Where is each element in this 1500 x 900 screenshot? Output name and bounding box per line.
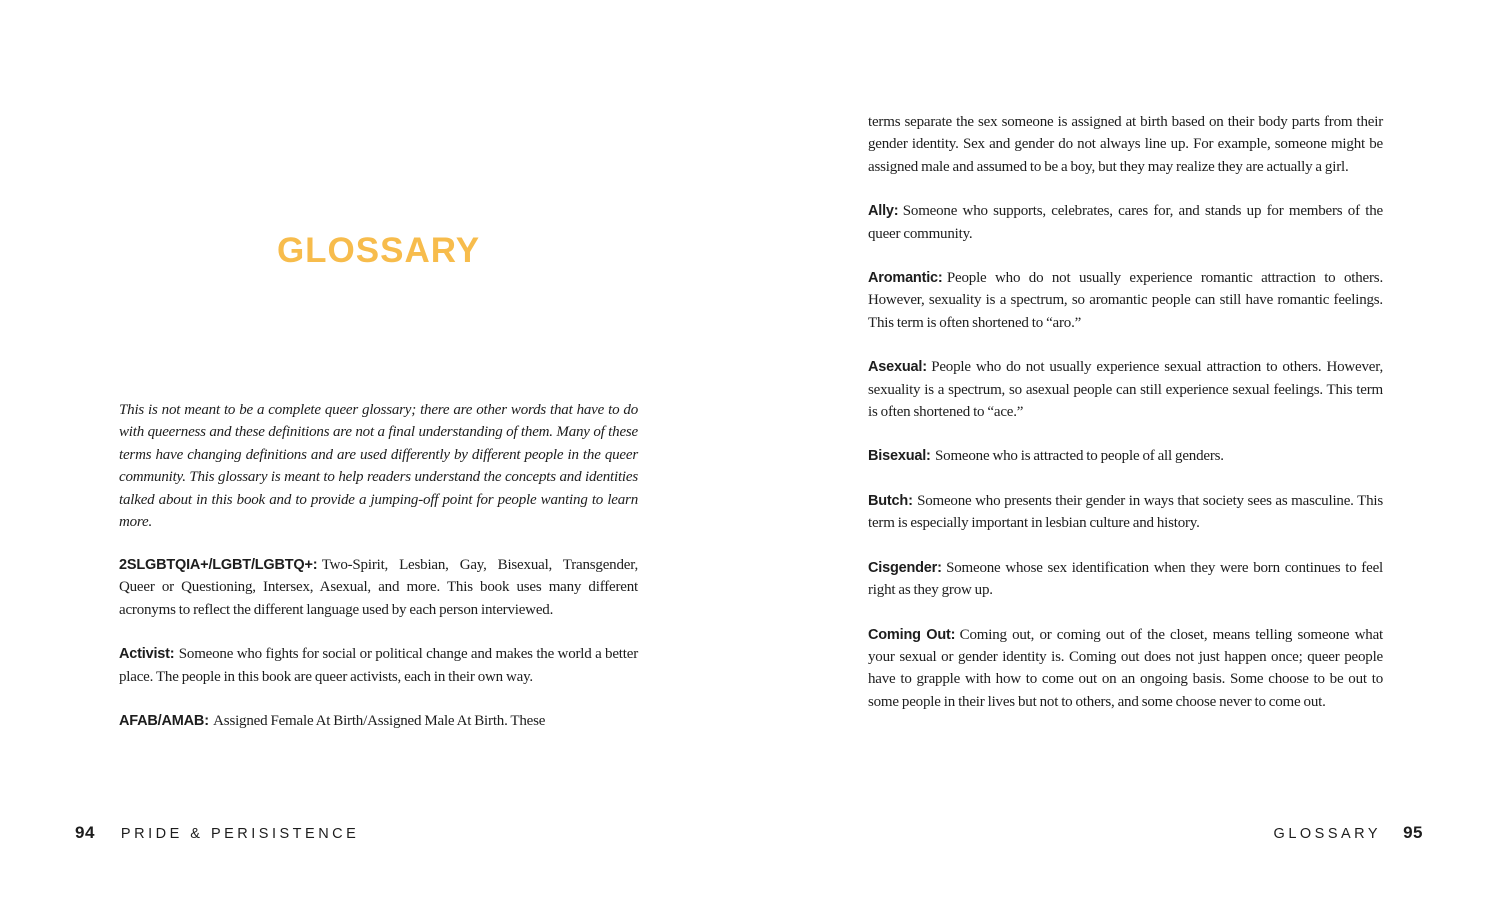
glossary-entry-asexual xyxy=(868,356,1383,423)
right-page-footer xyxy=(1274,823,1423,843)
term-label: Butch: xyxy=(868,492,913,509)
running-head-left: PRIDE & PERISISTENCE xyxy=(120,826,360,842)
term-label: Cisgender: xyxy=(868,559,942,576)
term-label: Asexual: xyxy=(868,359,927,376)
term-definition: Two-Spirit, Lesbian, Gay, Bisexual, Transgender, Queer or Questioning, Intersex, Asexual, and more. This book uses many different acronyms to reflect the different language used by each person interviewed. xyxy=(119,557,638,618)
term-label: 2SLGBTQIA+/LGBT/LGBTQ+: xyxy=(119,557,318,573)
glossary-title: GLOSSARY xyxy=(276,231,481,270)
left-page-footer xyxy=(75,823,359,843)
glossary-entry-aromantic xyxy=(868,267,1383,334)
term-definition: Someone who fights for social or political change and makes the world a better place. The people in this book are queer activists, each in their own way. xyxy=(119,646,638,685)
glossary-entry-butch xyxy=(868,490,1383,535)
term-definition: People who do not usually experience romantic attraction to others. However, sexuality is a spectrum, so aromantic people can still have romantic feelings. This term is often shortened to “aro.” xyxy=(868,270,1383,331)
term-definition: People who do not usually experience sexual attraction to others. However, sexuality is a spectrum, so asexual people can still experience sexual feelings. This term is often shortened to “ace.” xyxy=(868,359,1383,421)
glossary-entry-cisgender xyxy=(868,557,1383,602)
running-head-right: GLOSSARY xyxy=(1273,826,1382,842)
glossary-entry-coming-out xyxy=(868,624,1383,714)
term-definition: Coming out, or coming out of the closet, means telling someone what your sexual or gender identity is. Coming out does not just happen once; queer people have to grapple with how to come out on an ongoing basis. Some choose to be out to some people in their lives but not to others, and some choose never to come out. xyxy=(868,626,1383,710)
term-label: AFAB/AMAB: xyxy=(119,713,209,730)
glossary-entry-bisexual xyxy=(868,445,1383,467)
term-label: Activist: xyxy=(119,646,175,663)
term-definition: Someone who presents their gender in ways that society sees as masculine. This term is especially important in lesbian culture and history. xyxy=(868,492,1383,532)
page-number-left: 94 xyxy=(75,823,95,842)
glossary-entry-activist xyxy=(119,643,638,688)
term-label: Bisexual: xyxy=(868,448,931,465)
term-label: Coming Out: xyxy=(868,626,956,643)
term-definition: Someone whose sex identification when they were born continues to feel right as they grow up. xyxy=(868,559,1383,599)
term-label: Ally: xyxy=(868,203,899,220)
term-definition: Assigned Female At Birth/Assigned Male At Birth. These xyxy=(213,713,546,730)
page-number-right: 95 xyxy=(1403,823,1423,842)
afab-amab-continuation: terms separate the sex someone is assigned at birth based on their body parts from their gender identity. Sex and gender do not always line up. For example, someone might be assigned male and assumed to be a boy, but they may realize they are actually a girl. xyxy=(868,114,1383,175)
term-definition: Someone who supports, celebrates, cares for, and stands up for members of the queer community. xyxy=(868,203,1383,242)
glossary-entry-ally xyxy=(868,200,1383,245)
glossary-entry-2slgbtqia xyxy=(119,554,638,621)
term-definition: Someone who is attracted to people of all genders. xyxy=(935,448,1224,465)
glossary-entries-left xyxy=(119,554,638,732)
term-label: Aromantic: xyxy=(868,270,943,287)
glossary-entry-afab-amab xyxy=(119,710,638,732)
glossary-entries-right xyxy=(868,111,1383,713)
glossary-intro: This is not meant to be a complete queer glossary; there are other words that have to do with queerness and these definitions are not a final understanding of them. Many of these terms have changing definitions and are used differently by different people in the queer community. This glossary is meant to help readers understand the concepts and identities talked about in this book and to provide a jumping-off point for people wanting to learn more. xyxy=(119,402,638,531)
